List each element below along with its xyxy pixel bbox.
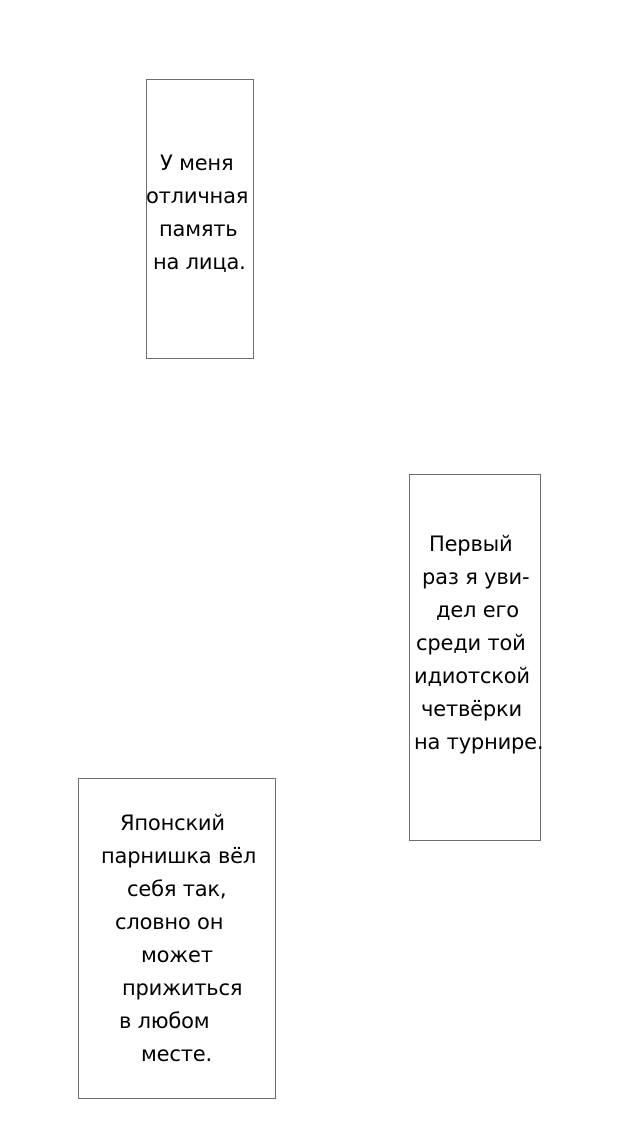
caption-line: на турнире. [414, 730, 544, 754]
caption-line: парнишка вёл [101, 844, 257, 868]
caption-line: прижиться [122, 976, 243, 1000]
caption-line: в любом [119, 1009, 210, 1033]
caption-box-first-meeting [409, 474, 544, 841]
caption-line: Первый [429, 532, 513, 556]
caption-line: может [141, 943, 213, 967]
caption-line: память [159, 217, 238, 241]
caption-line: Японский [120, 811, 225, 835]
caption-box-japanese-boy [78, 778, 276, 1099]
caption-box-face-memory [146, 79, 254, 359]
caption-line: месте. [141, 1042, 212, 1066]
caption-line: четвёрки [421, 697, 522, 721]
caption-line: среди той [416, 631, 526, 655]
caption-line: словно он [115, 910, 224, 934]
caption-line: себя так, [127, 877, 227, 901]
caption-line: раз я уви- [422, 565, 530, 589]
caption-line: идиотской [414, 664, 530, 688]
caption-line: на лица. [153, 250, 246, 274]
caption-line: У меня [160, 151, 234, 175]
caption-line: отличная [146, 184, 249, 208]
caption-line: дел его [436, 598, 519, 622]
